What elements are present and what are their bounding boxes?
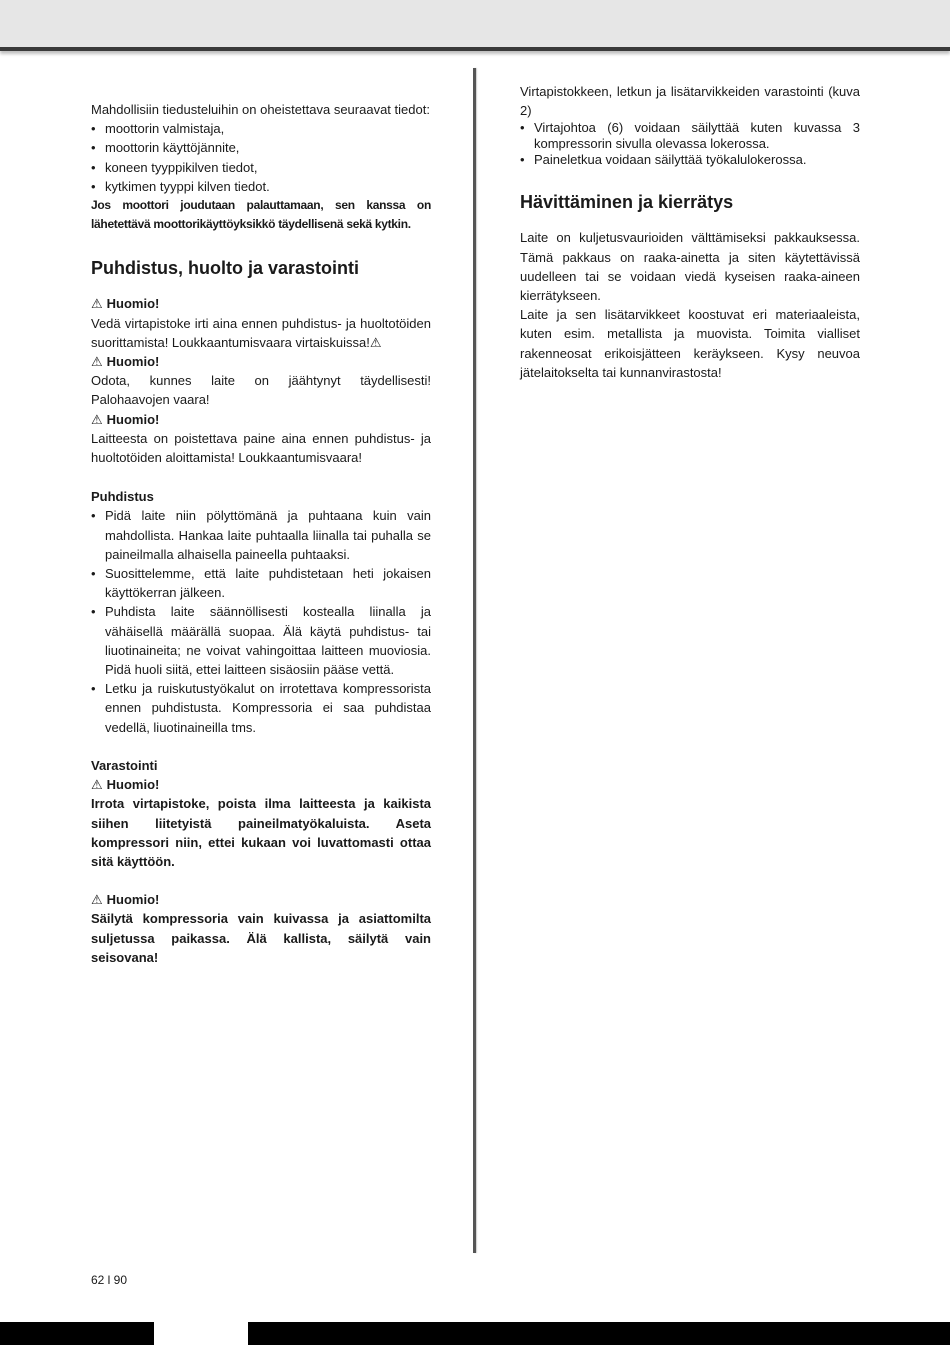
list-item: • Suosittelemme, että laite puhdistetaan heti jokaisen käyttökerran jälkeen. [91,566,431,601]
warning-block [91,410,431,468]
disposal-paragraph: Laite on kuljetusvaurioiden välttämiseksi pakkauksessa. Tämä pakkaus on raaka-ainetta ja siten käytettävissä uudelleen tai se voidaan viedä kyseisen raaka-aineen kierrätykseen. [520,230,860,304]
storage-list [520,120,860,168]
intro-text: Mahdollisiin tiedusteluihin on oheistettava seuraavat tiedot: [91,102,430,117]
warning-label: Huomio! [106,296,160,312]
warning-icon: ⚠ [91,296,103,312]
list-item: • moottorin valmistaja, [91,121,225,137]
storage-intro: Virtapistokkeen, letkun ja lisätarvikkeiden varastointi (kuva 2) [520,84,860,119]
warning-text: Säilytä kompressoria vain kuivassa ja asiattomilta suljetussa paikassa. Älä kallista, säilytä vain seisovana! [91,911,431,965]
return-note: Jos moottori joudutaan palauttamaan, sen kanssa on lähetettävä moottorikäyttöyksikkö täydellisenä sekä kytkin. [91,198,431,232]
list-item: • Paineletkua voidaan säilyttää työkalulokerossa. [520,152,807,168]
warning-block [91,775,431,871]
storage-title: Varastointi [91,757,158,773]
list-item: • moottorin käyttöjännite, [91,140,240,156]
disposal-paragraph: Laite ja sen lisätarvikkeet koostuvat eri materiaaleista, kuten esim. metallista ja muovista. Toimita vialliset rakenneosat erikoisjätteen keräykseen. Kysy neuvoa jätelaitokselta tai kunnanvirastosta! [520,307,860,380]
left-column [91,100,431,967]
footer-bar [248,1322,950,1345]
warning-icon: ⚠ [91,892,103,908]
list-item: • Virtajohtoa (6) voidaan säilyttää kuten kuvassa 3 kompressorin sivulla olevassa lokerossa. [520,120,860,152]
list-item: • kytkimen tyyppi kilven tiedot. [91,178,270,194]
warning-label: Huomio! [106,777,160,793]
warning-label: Huomio! [106,354,160,370]
warning-text: Vedä virtapistoke irti aina ennen puhdistus- ja huoltotöiden suorittamista! Loukkaantumisvaara virtaiskuissa!⚠ [91,315,431,350]
list-item: • Letku ja ruiskutustyökalut on irrotettava kompressorista ennen puhdistusta. Kompressoria ei saa puhdistaa vedellä, liuotinaineilla tms. [91,681,431,735]
warning-label: Huomio! [106,892,160,908]
warning-text: Odota, kunnes laite on jäähtynyt täydellisesti! Palohaavojen vaara! [91,373,431,408]
warning-block [91,294,431,352]
warning-icon: ⚠ [91,354,103,370]
footer-bar [0,1322,154,1345]
list-item: • Puhdista laite säännöllisesti kostealla liinalla ja vähäisellä määrällä suopaa. Älä käytä puhdistus- tai liuotinaineita; ne voivat vahingoittaa laitteen muoviosia. Pidä huoli siitä, ettei laitteen sisäosiin pääse vettä. [91,604,431,678]
warning-icon: ⚠ [91,411,103,427]
warning-text: Irrota virtapistoke, poista ilma laitteesta ja kaikista siihen liitetyistä paineilmatyökaluista. Aseta kompressori niin, ettei kukaan voi luvattomasti ottaa sitä käyttöön. [91,796,431,869]
page-number: 62 l 90 [91,1273,128,1287]
intro-list [91,119,431,196]
cleaning-title: Puhdistus [91,489,154,505]
warning-label: Huomio! [106,411,160,427]
warning-block [91,352,431,410]
header-bar [0,0,950,51]
right-column [520,82,860,382]
disposal-title: Hävittäminen ja kierrätys [520,192,734,213]
warning-block [91,890,431,967]
warning-icon: ⚠ [91,777,103,793]
list-item: • koneen tyyppikilven tiedot, [91,159,258,175]
section-title: Puhdistus, huolto ja varastointi [91,258,360,279]
cleaning-list [91,506,431,736]
warning-text: Laitteesta on poistettava paine aina ennen puhdistus- ja huoltotöiden aloittamista! Loukkaantumisvaara! [91,430,431,466]
list-item: • Pidä laite niin pölyttömänä ja puhtaana kuin vain mahdollista. Hankaa laite puhtaalla liinalla tai puhalla se paineilmalla alhaisella paineella puhtaaksi. [91,508,431,562]
column-divider [473,68,476,1253]
